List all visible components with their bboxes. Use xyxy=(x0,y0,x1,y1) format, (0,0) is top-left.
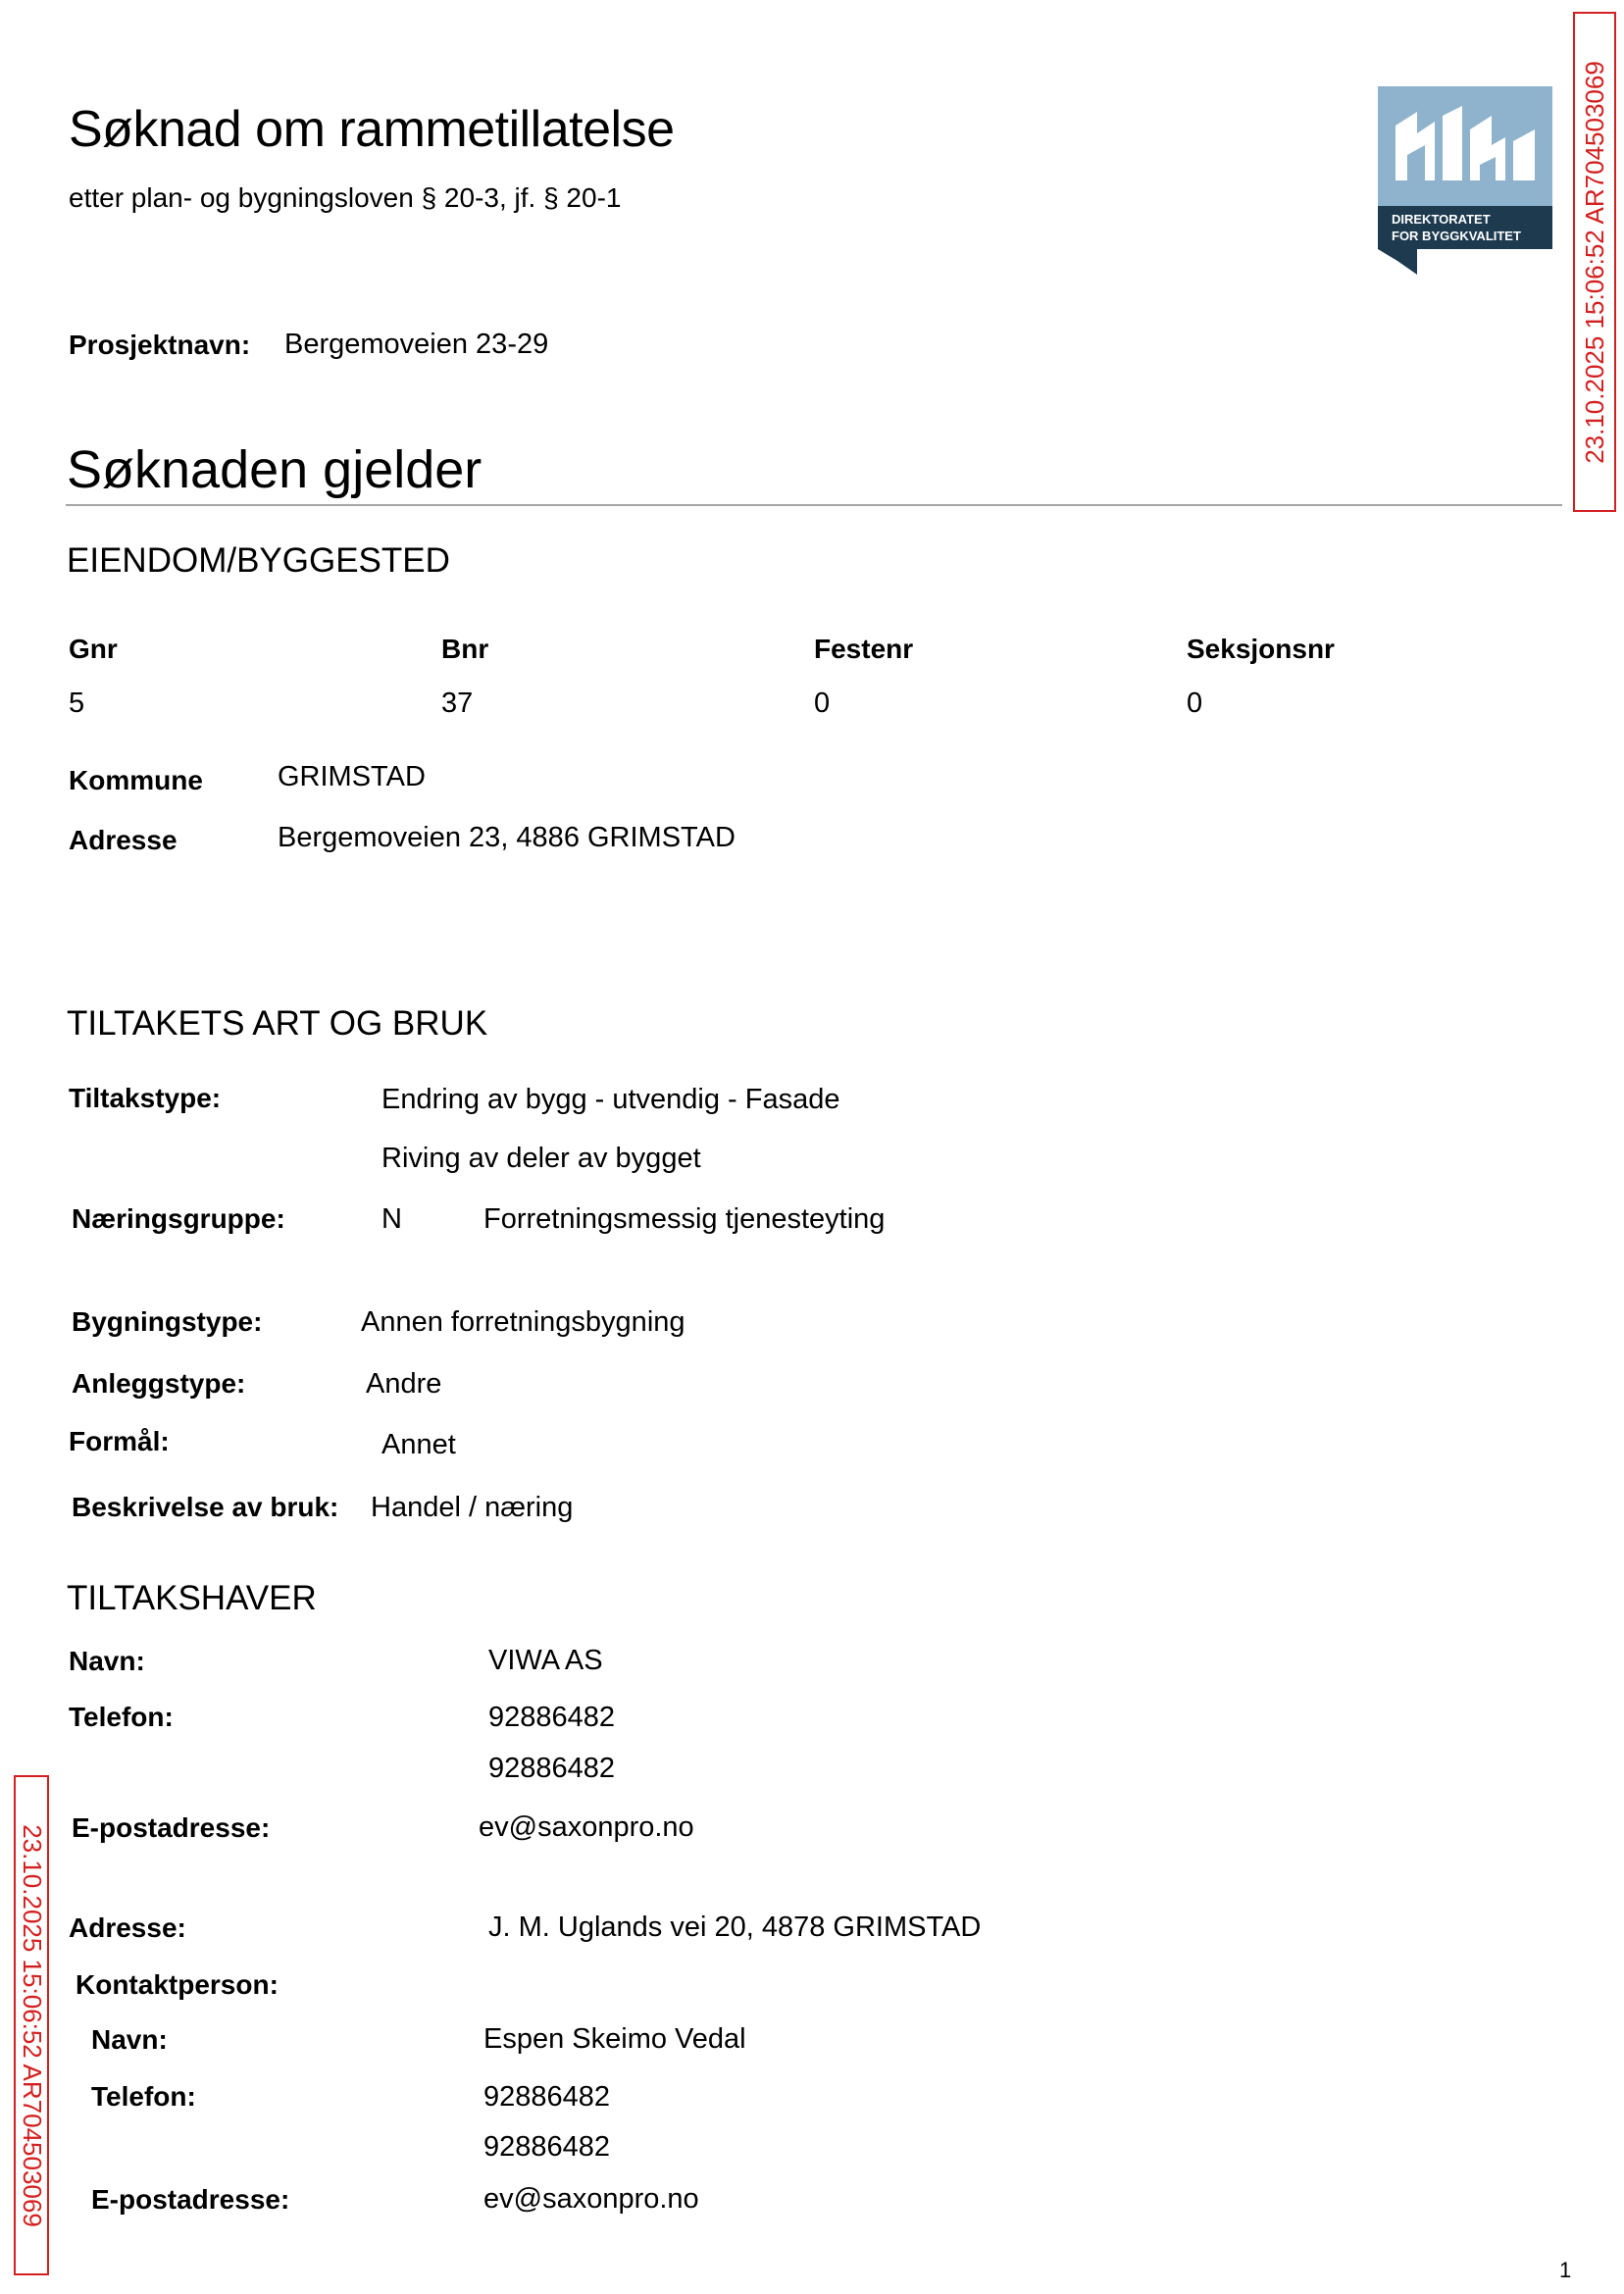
tiltakshaver-telefon-value-1: 92886482 xyxy=(488,1702,616,1733)
tiltakstype-label: Tiltakstype: xyxy=(69,1083,222,1113)
bnr-value: 37 xyxy=(441,688,474,719)
naeringsgruppe-label: Næringsgruppe: xyxy=(72,1203,285,1234)
adresse-label: Adresse xyxy=(69,825,178,855)
bruk-label: Beskrivelse av bruk: xyxy=(72,1492,339,1522)
stamp-text: 23.10.2025 15:06:52 AR704503069 xyxy=(17,1823,47,2227)
kontakt-navn-value: Espen Skeimo Vedal xyxy=(483,2023,746,2055)
gnr-value: 5 xyxy=(69,688,85,719)
bnr-label: Bnr xyxy=(441,634,489,664)
kontaktperson-label: Kontaktperson: xyxy=(76,1969,279,2000)
kommune-label: Kommune xyxy=(69,765,203,795)
logo-text-line1: DIREKTORATET xyxy=(1392,212,1491,227)
formal-value: Annet xyxy=(381,1429,456,1460)
festenr-label: Festenr xyxy=(814,634,914,664)
kommune-value: GRIMSTAD xyxy=(278,761,426,792)
tiltakshaver-adresse-label: Adresse: xyxy=(69,1912,186,1943)
stamp-text: 23.10.2025 15:06:52 AR704503069 xyxy=(1579,60,1609,464)
tiltakshaver-telefon-value-2: 92886482 xyxy=(488,1753,616,1784)
formal-label: Formål: xyxy=(69,1426,170,1456)
tiltakstype-value-1: Endring av bygg - utvendig - Fasade xyxy=(381,1084,840,1115)
tiltakshaver-navn-label: Navn: xyxy=(69,1646,145,1676)
tiltakstype-value-2: Riving av deler av bygget xyxy=(381,1143,701,1174)
section-divider xyxy=(66,504,1562,506)
seksjonsnr-value: 0 xyxy=(1187,688,1203,719)
bygningstype-label: Bygningstype: xyxy=(72,1306,263,1337)
gnr-label: Gnr xyxy=(69,634,118,664)
anleggstype-value: Andre xyxy=(366,1368,442,1400)
tiltakshaver-heading: TILTAKSHAVER xyxy=(67,1579,317,1617)
tiltak-heading: TILTAKETS ART OG BRUK xyxy=(67,1004,488,1043)
tiltakshaver-epost-label: E-postadresse: xyxy=(72,1812,271,1843)
tiltakshaver-epost-value: ev@saxonpro.no xyxy=(479,1811,694,1843)
naeringsgruppe-value: Forretningsmessig tjenesteyting xyxy=(483,1203,886,1235)
anleggstype-label: Anleggstype: xyxy=(72,1368,246,1399)
adresse-value: Bergemoveien 23, 4886 GRIMSTAD xyxy=(278,822,736,853)
section-title: Søknaden gjelder xyxy=(67,440,482,499)
eiendom-heading: EIENDOM/BYGGESTED xyxy=(67,541,450,580)
kontakt-telefon-value-1: 92886482 xyxy=(483,2081,611,2113)
bygningstype-value: Annen forretningsbygning xyxy=(361,1306,685,1338)
logo-text-line2: FOR BYGGKVALITET xyxy=(1392,229,1521,243)
tiltakshaver-telefon-label: Telefon: xyxy=(69,1702,174,1732)
festenr-value: 0 xyxy=(814,688,831,719)
document-subtitle: etter plan- og bygningsloven § 20-3, jf. § 20-1 xyxy=(69,182,622,213)
dibk-logo xyxy=(1378,86,1552,275)
kontakt-epost-value: ev@saxonpro.no xyxy=(483,2183,699,2215)
timestamp-stamp-top xyxy=(1573,12,1616,512)
bruk-value: Handel / næring xyxy=(371,1492,574,1523)
document-title: Søknad om rammetillatelse xyxy=(69,101,675,158)
project-name-value: Bergemoveien 23-29 xyxy=(284,329,549,360)
tiltakshaver-navn-value: VIWA AS xyxy=(488,1645,603,1676)
seksjonsnr-label: Seksjonsnr xyxy=(1187,634,1335,664)
naeringsgruppe-code: N xyxy=(381,1203,402,1235)
kontakt-telefon-label: Telefon: xyxy=(91,2081,196,2112)
tiltakshaver-adresse-value: J. M. Uglands vei 20, 4878 GRIMSTAD xyxy=(488,1912,982,1943)
kontakt-epost-label: E-postadresse: xyxy=(91,2184,290,2215)
timestamp-stamp-bottom xyxy=(14,1775,49,2275)
kontakt-navn-label: Navn: xyxy=(91,2024,168,2055)
page-number: 1 xyxy=(1559,2258,1572,2282)
kontakt-telefon-value-2: 92886482 xyxy=(483,2131,611,2163)
project-name-label: Prosjektnavn: xyxy=(69,330,251,360)
